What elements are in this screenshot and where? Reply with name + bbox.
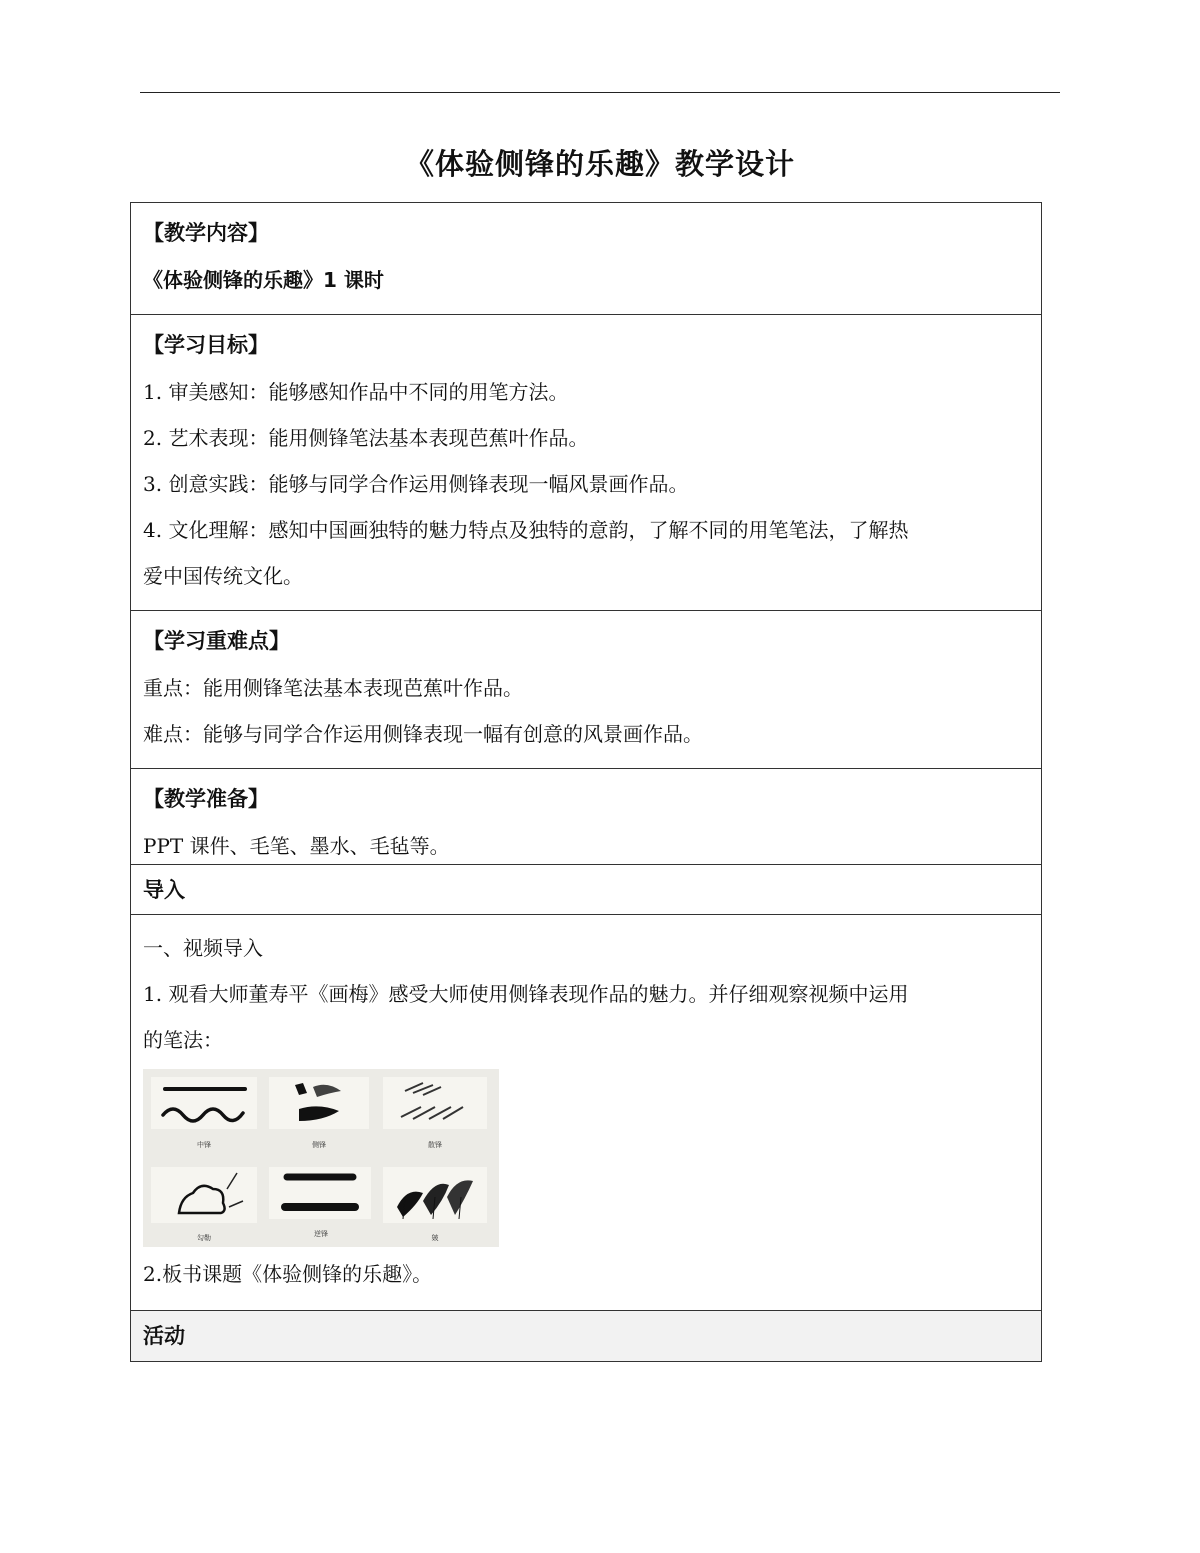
texture-stroke-icon: [383, 1167, 487, 1223]
outline-stroke-icon: [151, 1167, 257, 1223]
section-heading: 【学习重难点】: [143, 629, 290, 653]
scattered-stroke-icon: [383, 1077, 487, 1129]
intro-line: 的笔法：: [143, 1028, 223, 1052]
section-learning-objectives: [131, 315, 1041, 611]
brushstroke-techniques-image: [143, 1069, 499, 1247]
stroke-tile: [383, 1167, 487, 1223]
side-stroke-icon: [269, 1077, 369, 1129]
lesson-plan-table: [130, 202, 1042, 1362]
section-intro-header: [131, 865, 1041, 915]
objective-item: 2. 艺术表现：能用侧锋笔法基本表现芭蕉叶作品。: [143, 426, 589, 450]
header-rule: [140, 92, 1060, 93]
section-teaching-content: [131, 203, 1041, 315]
reverse-stroke-icon: [269, 1167, 371, 1219]
stroke-caption: 逆锋: [314, 1230, 328, 1238]
stroke-caption: 散锋: [428, 1141, 442, 1149]
section-activity-header: [131, 1311, 1041, 1361]
objective-item: 1. 审美感知：能够感知作品中不同的用笔方法。: [143, 380, 569, 404]
section-heading: 【教学内容】: [143, 221, 269, 245]
center-stroke-icon: [151, 1077, 257, 1129]
stroke-caption: 中锋: [197, 1141, 211, 1149]
intro-line: 2.板书课题《体验侧锋的乐趣》。: [143, 1262, 433, 1286]
objective-item: 爱中国传统文化。: [143, 564, 303, 588]
section-heading: 【教学准备】: [143, 787, 269, 811]
intro-line: 一、视频导入: [143, 936, 263, 960]
objective-item: 3. 创意实践：能够与同学合作运用侧锋表现一幅风景画作品。: [143, 472, 689, 496]
stroke-caption: 勾勒: [197, 1234, 211, 1242]
stroke-tile: [383, 1077, 487, 1129]
key-point-item: 难点：能够与同学合作运用侧锋表现一幅有创意的风景画作品。: [143, 722, 703, 746]
stroke-tile: [269, 1167, 371, 1219]
section-heading: 【学习目标】: [143, 333, 269, 357]
stroke-tile: [151, 1077, 257, 1129]
section-heading: 导入: [143, 878, 185, 902]
section-text: 《体验侧锋的乐趣》1 课时: [143, 268, 384, 292]
stroke-tile: [269, 1077, 369, 1129]
section-preparation: [131, 769, 1041, 865]
objective-item: 4. 文化理解：感知中国画独特的魅力特点及独特的意韵，了解不同的用笔笔法，了解热: [143, 518, 909, 542]
section-heading: 活动: [143, 1324, 185, 1348]
stroke-tile: [151, 1167, 257, 1223]
section-key-points: [131, 611, 1041, 769]
section-intro-body: [131, 915, 1041, 1311]
section-text: PPT 课件、毛笔、墨水、毛毡等。: [143, 834, 450, 858]
stroke-caption: 皴: [431, 1234, 439, 1242]
key-point-item: 重点：能用侧锋笔法基本表现芭蕉叶作品。: [143, 676, 523, 700]
intro-line: 1. 观看大师董寿平《画梅》感受大师使用侧锋表现作品的魅力。并仔细观察视频中运用: [143, 982, 909, 1006]
stroke-caption: 侧锋: [312, 1141, 326, 1149]
document-title: 《体验侧锋的乐趣》教学设计: [404, 147, 795, 181]
